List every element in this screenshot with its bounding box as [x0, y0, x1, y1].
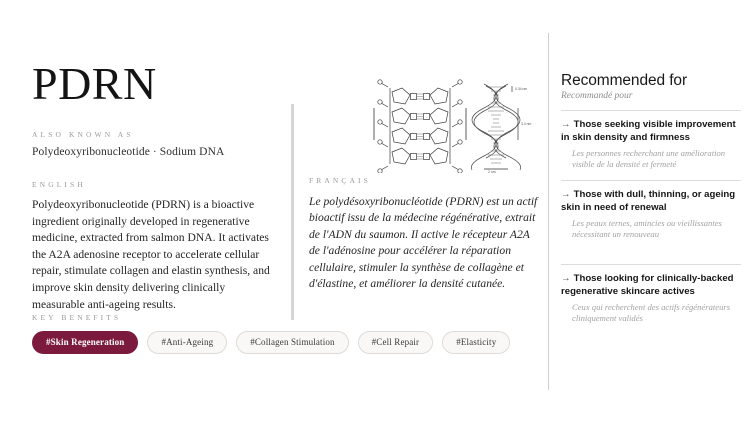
dna-structure-diagram: [372, 78, 537, 173]
benefit-tag-elasticity[interactable]: #Elasticity: [442, 331, 510, 354]
recommended-list: [561, 110, 741, 334]
benefit-tag-anti-ageing[interactable]: #Anti-Ageing: [147, 331, 227, 354]
recommended-item-en-text: Those seeking visible improvement in skin density and firmness: [561, 119, 736, 144]
benefit-tag-collagen-stimulation[interactable]: #Collagen Stimulation: [236, 331, 348, 354]
vertical-divider-middle: [291, 104, 294, 320]
page-title: PDRN: [32, 58, 157, 109]
arrow-icon: →: [561, 189, 571, 200]
dna-label-rise: 0.34 nm: [515, 87, 528, 91]
english-label: ENGLISH: [32, 180, 86, 189]
left-column: [32, 60, 280, 313]
recommended-item[interactable]: [561, 110, 741, 180]
dna-label-width: 2 nm: [488, 170, 496, 173]
arrow-icon: →: [561, 119, 571, 130]
key-benefits-label: KEY BENEFITS: [32, 313, 122, 322]
english-body: Polydeoxyribonucleotide (PDRN) is a bioactive ingredient originally developed in regenerative medicine, extracted from salmon DNA. It activates the A2A adenosine receptor to accelerate cellular repair, stimulate collagen and elastin synthesis, and improve skin density delivering clinically measurable anti-ageing results.: [32, 198, 270, 311]
french-column: [309, 176, 541, 292]
recommended-item-en: [561, 118, 741, 145]
arrow-icon: →: [561, 273, 571, 284]
recommended-item-fr: Ceux qui recherchent des actifs régénérateurs cliniquement validés: [572, 301, 731, 324]
recommended-item-fr: Les personnes recherchant une amélioration visible de la densité et fermeté: [572, 147, 726, 170]
recommended-item[interactable]: [561, 264, 741, 334]
key-benefits-tag-row: [32, 331, 532, 354]
recommended-title: Recommended for: [561, 72, 688, 89]
francais-body: Le polydésoxyribonucléotide (PDRN) est un actif bioactif issu de la médecine régénérative, extrait de l'ADN du saumon. Il active le récepteur A2A de l'adénosine pour accélérer la réparation cellulaire, stimuler la synthèse de collagène et d'élastine, et améliorer la densité cutanée.: [309, 195, 538, 291]
recommended-item-en: [561, 272, 741, 299]
recommended-item[interactable]: [561, 180, 741, 250]
dna-label-pitch: 3.4 nm: [521, 122, 532, 126]
benefit-tag-cell-repair[interactable]: #Cell Repair: [358, 331, 434, 354]
recommended-subtitle: Recommandé pour: [561, 91, 633, 101]
recommended-item-en-text: Those with dull, thinning, or ageing skin in need of renewal: [561, 189, 736, 214]
vertical-divider-right: [548, 33, 549, 390]
also-known-as-value: Polydeoxyribonucleotide · Sodium DNA: [32, 146, 225, 158]
benefit-tag-skin-regeneration[interactable]: #Skin Regeneration: [32, 331, 138, 354]
recommended-item-en: [561, 188, 741, 215]
also-known-as-label: ALSO KNOWN AS: [32, 130, 134, 139]
recommended-item-fr: Les peaux ternes, amincies ou vieillissantes nécessitant un renouveau: [572, 217, 722, 240]
key-benefits-section: [32, 313, 532, 354]
francais-label: FRANÇAIS: [309, 176, 371, 185]
recommended-item-en-text: Those looking for clinically-backed regenerative skincare actives: [561, 273, 734, 298]
recommended-for-panel: [561, 72, 741, 334]
